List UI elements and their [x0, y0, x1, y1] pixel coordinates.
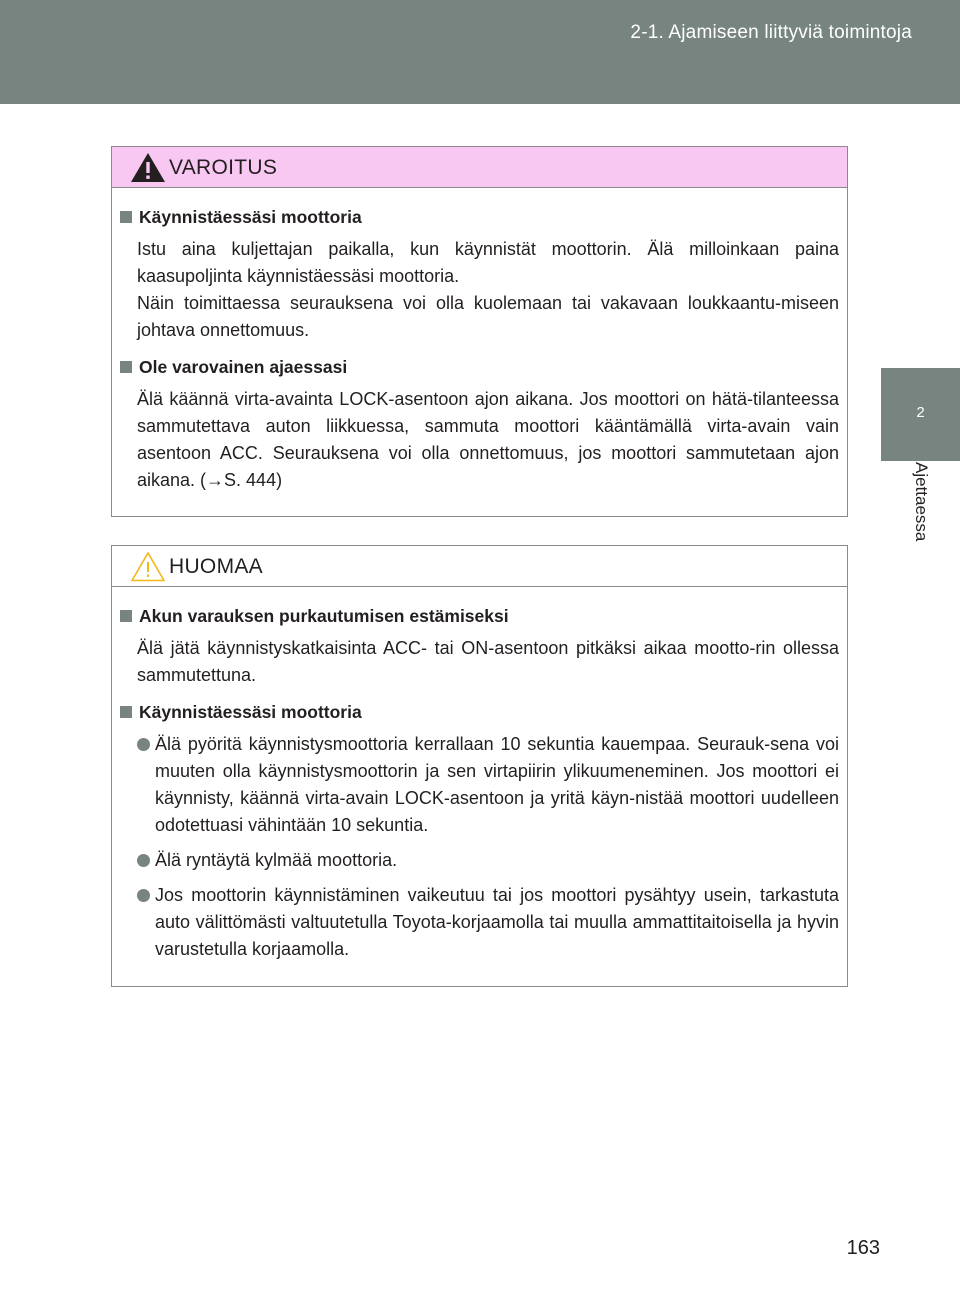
- list-item: [137, 847, 839, 874]
- chapter-side-label: [881, 462, 960, 572]
- warning-box: [111, 146, 848, 517]
- caution-triangle-icon: [130, 551, 166, 582]
- round-bullet-icon: [137, 854, 150, 867]
- notice-header: [112, 546, 847, 587]
- list-item-text: Älä ryntäytä kylmää moottoria.: [155, 850, 398, 870]
- notice-section: [120, 603, 839, 689]
- section-heading: [120, 603, 839, 629]
- section-heading: [120, 354, 839, 380]
- section-heading-text: Ole varovainen ajaessasi: [139, 356, 348, 377]
- warning-title: VAROITUS: [169, 156, 278, 179]
- chapter-tab-number: 2: [916, 404, 925, 421]
- section-heading: [120, 699, 839, 725]
- paragraph: Älä käännä virta-avainta LOCK-asentoon ajon aikana. Jos moottori on hätä-tilanteessa sammutettava auton liikkuessa, sammuta moottori kääntämällä virta-avain vain asentoon ACC. Seurauksena voi olla onnettomuus, jos moottori sammutetaan ajon aikana. (→S. 444): [137, 389, 839, 490]
- section-heading-text: Akun varauksen purkautumisen estämiseksi: [139, 605, 509, 626]
- square-bullet-icon: [120, 610, 132, 622]
- warning-section: [120, 354, 839, 494]
- section-heading: [120, 204, 839, 230]
- list-item-text: Älä pyöritä käynnistysmoottoria kerrallaan 10 sekuntia kauempaa. Seurauk-sena voi muuten olla käynnistysmoottorin ja sen virtapiirin ylikuumeneminen. Jos moottori ei käynnisty, käännä virta-avain LOCK-asentoon ja yritä käyn-nistää moottori uudelleen odotettuasi vähintään 10 sekuntia.: [155, 734, 839, 835]
- section-heading-text: Käynnistäessäsi moottoria: [139, 701, 362, 722]
- list-item-text: Jos moottorin käynnistäminen vaikeutuu tai jos moottori pysähtyy usein, tarkastuta auto välittömästi valtuutetulla Toyota-korjaamolla tai muulla ammattitaitoisella ja hyvin varustetulla korjaamolla.: [155, 885, 839, 959]
- chapter-tab: [881, 368, 960, 461]
- round-bullet-icon: [137, 889, 150, 902]
- square-bullet-icon: [120, 211, 132, 223]
- notice-title: HUOMAA: [169, 555, 263, 578]
- page-header: [0, 0, 960, 104]
- warning-body: [112, 188, 847, 494]
- square-bullet-icon: [120, 361, 132, 373]
- section-heading-text: Käynnistäessäsi moottoria: [139, 206, 362, 227]
- paragraph: Istu aina kuljettajan paikalla, kun käynnistät moottorin. Älä milloinkaan paina kaasupoljinta käynnistäessäsi moottoria.: [137, 239, 839, 286]
- warning-triangle-icon: [130, 152, 166, 183]
- notice-box: [111, 545, 848, 987]
- warning-header: [112, 147, 847, 188]
- round-bullet-icon: [137, 738, 150, 751]
- notice-section: [120, 699, 839, 963]
- square-bullet-icon: [120, 706, 132, 718]
- chapter-title: 2-1. Ajamiseen liittyviä toimintoja: [630, 22, 912, 43]
- paragraph: Näin toimittaessa seurauksena voi olla kuolemaan tai vakavaan loukkaantu-miseen johtava onnettomuus.: [137, 293, 839, 340]
- list-item: [137, 882, 839, 963]
- paragraph: Älä jätä käynnistyskatkaisinta ACC- tai ON-asentoon pitkäksi aikaa mootto-rin ollessa sammutettuna.: [137, 638, 839, 685]
- warning-section: [120, 204, 839, 344]
- page-number: 163: [846, 1237, 880, 1259]
- list-item: [137, 731, 839, 839]
- notice-body: [112, 587, 847, 963]
- chapter-side-label-text: Ajettaessa: [912, 462, 931, 542]
